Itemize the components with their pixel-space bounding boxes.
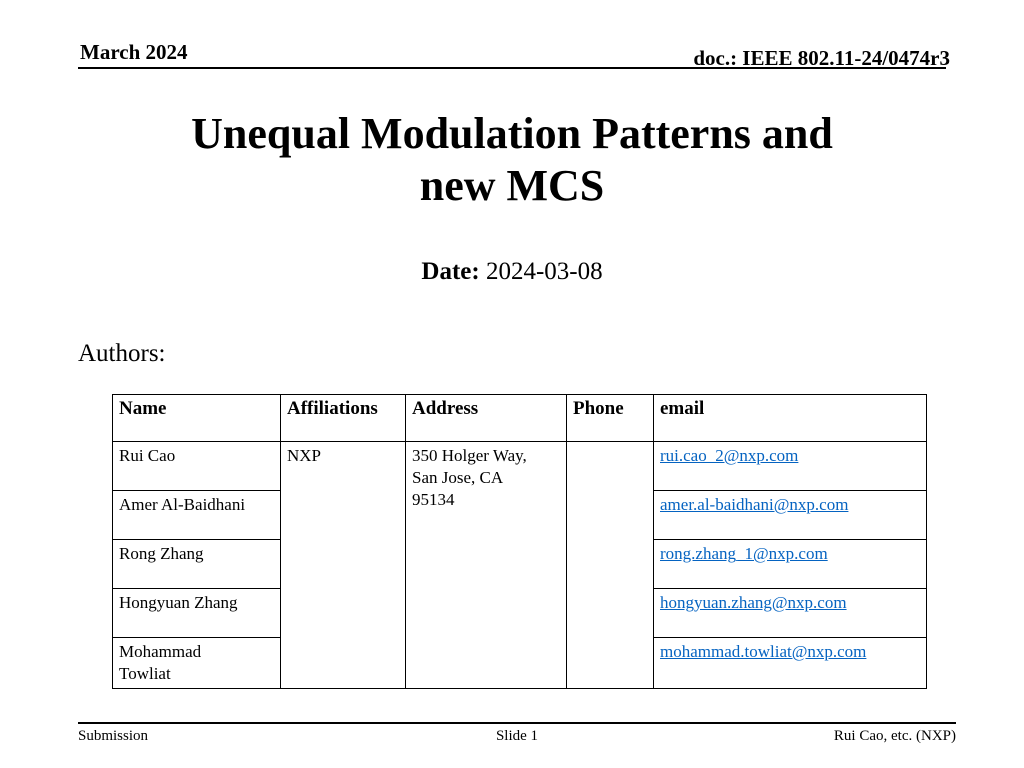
header-rule (78, 67, 946, 69)
author-name (113, 540, 281, 589)
header-name: Name (113, 395, 281, 442)
date-label: Date: (421, 258, 480, 285)
date-line (0, 258, 1024, 286)
header-date: March 2024 (80, 40, 188, 64)
author-name (113, 442, 281, 491)
phone-cell (567, 442, 654, 689)
address-cell (406, 442, 567, 689)
footer-slide-number: Slide 1 (495, 728, 539, 744)
header-affiliations: Affiliations (281, 395, 406, 442)
author-name-line: Amer Al-Baidhani (119, 495, 246, 514)
address-line: 95134 (412, 490, 455, 509)
email-link[interactable]: rui.cao_2@nxp.com (660, 446, 799, 465)
footer-submission: Submission (78, 728, 149, 744)
slide-title (0, 108, 1024, 212)
table-header-row (113, 395, 927, 442)
email-cell (654, 540, 927, 589)
header-email: email (654, 395, 927, 442)
author-name (113, 491, 281, 540)
authors-table (112, 394, 927, 689)
email-cell (654, 589, 927, 638)
email-link[interactable]: mohammad.towliat@nxp.com (660, 642, 867, 661)
table-row (113, 442, 927, 491)
email-cell (654, 638, 927, 689)
slide-title-line-2: new MCS (419, 161, 605, 210)
header-doc-id: doc.: IEEE 802.11-24/0474r3 (693, 46, 950, 70)
affiliation-cell: NXP (281, 442, 406, 689)
header-address: Address (406, 395, 567, 442)
email-link[interactable]: hongyuan.zhang@nxp.com (660, 593, 847, 612)
header-phone: Phone (567, 395, 654, 442)
slide-title-line-1: Unequal Modulation Patterns and (191, 109, 833, 158)
email-link[interactable]: amer.al-baidhani@nxp.com (660, 495, 849, 514)
author-name-line: Rong Zhang (119, 544, 204, 563)
address-line: 350 Holger Way, (412, 446, 527, 465)
author-name-line: Towliat (119, 664, 171, 683)
email-cell (654, 491, 927, 540)
address-line: San Jose, CA (412, 468, 504, 487)
author-name (113, 638, 281, 689)
author-name-line: Hongyuan Zhang (119, 593, 238, 612)
email-link[interactable]: rong.zhang_1@nxp.com (660, 544, 828, 563)
email-cell (654, 442, 927, 491)
author-name-line: Rui Cao (119, 446, 176, 465)
footer-author: Rui Cao, etc. (NXP) (833, 728, 956, 744)
author-name-line: Mohammad (119, 642, 202, 661)
authors-label: Authors: (78, 340, 166, 367)
author-name (113, 589, 281, 638)
footer-rule (78, 722, 956, 724)
date-value: 2024-03-08 (485, 258, 603, 285)
